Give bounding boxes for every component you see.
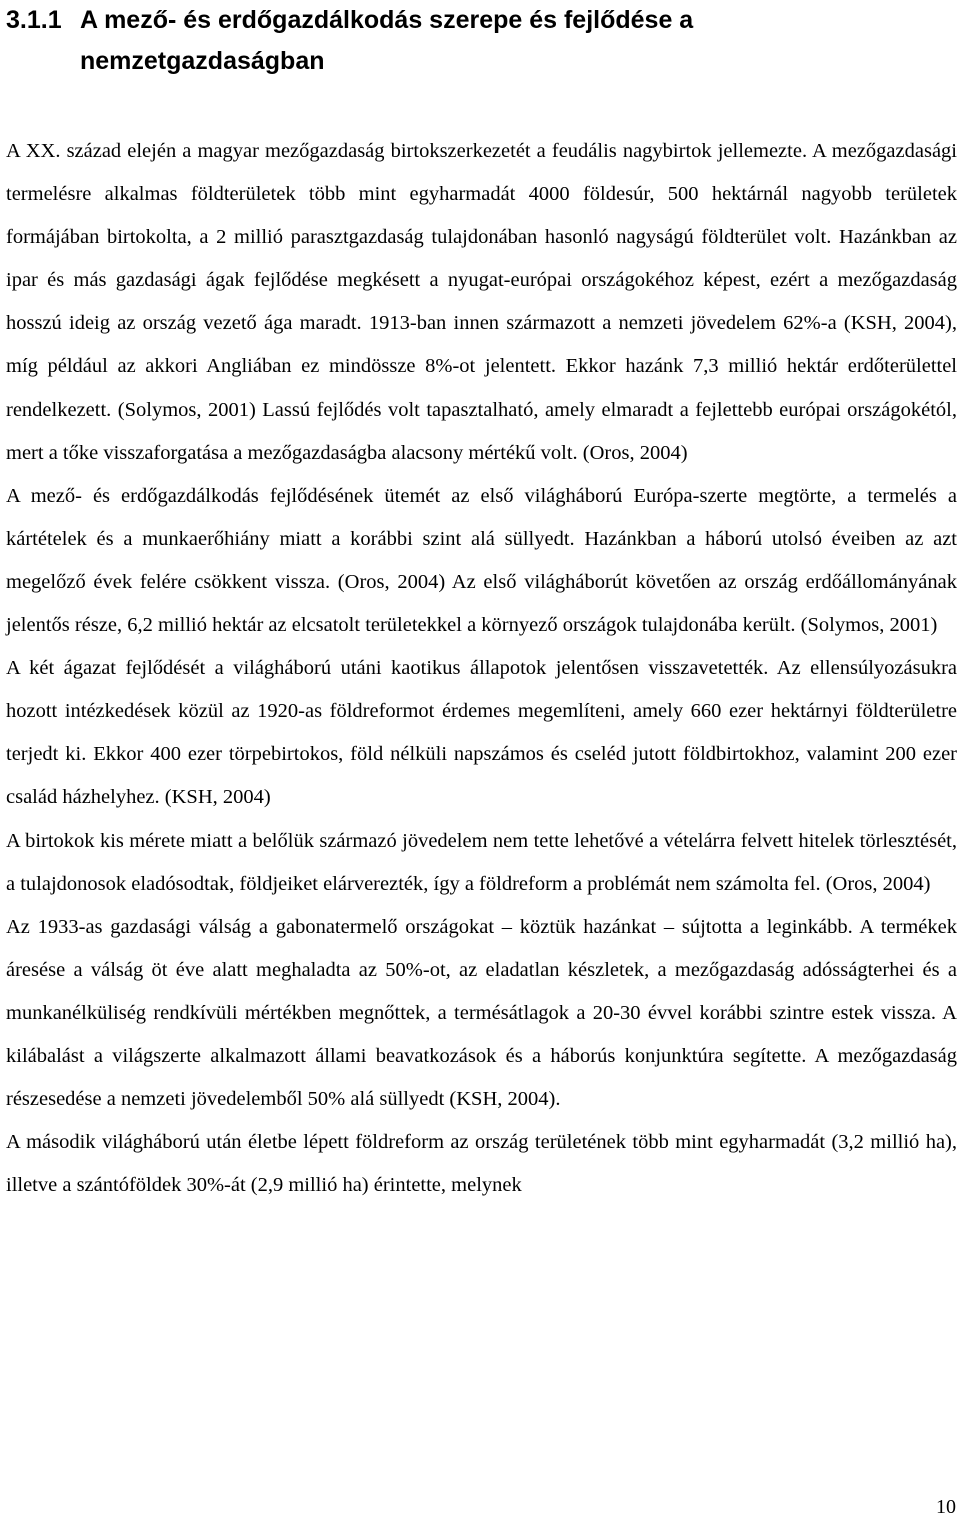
section-title-line-1: A mező- és erdőgazdálkodás szerepe és fejlődése a	[80, 6, 694, 34]
section-heading	[6, 0, 946, 82]
page-number: 10	[936, 1496, 956, 1518]
paragraph-4: A birtokok kis mérete miatt a belőlük származó jövedelem nem tette lehetővé a vételárra felvett hitelek törlesztését, a tulajdonosok eladósodtak, földjeiket elárverezték, így a földreform a problémát nem számolta fel. (Oros, 2004)	[6, 829, 957, 895]
paragraph-6: A második világháború után életbe lépett földreform az ország területének több mint egyharmadát (3,2 millió ha), illetve a szántóföldek 30%-át (2,9 millió ha) érintette, melynek	[6, 1131, 957, 1197]
section-title-line-2: nemzetgazdaságban	[80, 47, 325, 75]
paragraph-1: A XX. század elején a magyar mezőgazdaság birtokszerkezetét a feudális nagybirtok jellemezte. A mezőgazdasági termelésre alkalmas földterületek több mint egyharmadát 4000 földesúr, 500 hektárnál nagyobb területek formájában birtokolta, a 2 millió parasztgazdaság tulajdonában hasonló nagyságú földterület volt. Hazánkban az ipar és más gazdasági ágak fejlődése megkésett a nyugat-európai országokéhoz képest, ezért a mezőgazdaság hosszú ideig az ország vezető ága maradt. 1913-ban innen származott a nemzeti jövedelem 62%-a (KSH, 2004), míg például az akkori Angliában ez mindössze 8%-ot jelentett. Ekkor hazánk 7,3 millió hektár erdőterülettel rendelkezett. (Solymos, 2001) Lassú fejlődés volt tapasztalható, amely elmaradt a fejlettebb európai országokétól, mert a tőke visszaforgatása a mezőgazdaságba alacsony mértékű volt. (Oros, 2004)	[6, 140, 957, 464]
body-text	[6, 130, 957, 1207]
section-number: 3.1.1	[6, 6, 62, 34]
paragraph-3: A két ágazat fejlődését a világháború utáni kaotikus állapotok jelentősen visszavetették. Az ellensúlyozásukra hozott intézkedések közül az 1920-as földreformot érdemes megemlíteni, amely 660 ezer hektárnyi földterületre terjedt ki. Ekkor 400 ezer törpebirtokos, föld nélküli napszámos és cseléd jutott földbirtokhoz, valamint 200 ezer család házhelyhez. (KSH, 2004)	[6, 657, 957, 809]
paragraph-2: A mező- és erdőgazdálkodás fejlődésének ütemét az első világháború Európa-szerte megtörte, a termelés a kártételek és a munkaerőhiány miatt a korábbi szint alá süllyedt. Hazánkban a háború utolsó éveiben az azt megelőző évek felére csökkent vissza. (Oros, 2004) Az első világháborút követően az ország erdőállományának jelentős része, 6,2 millió hektár az elcsatolt területekkel a környező országok tulajdonába került. (Solymos, 2001)	[6, 484, 957, 637]
paragraph-5: Az 1933-as gazdasági válság a gabonatermelő országokat – köztük hazánkat – sújtotta a leginkább. A termékek áresése a válság öt éve alatt meghaladta az 50%-ot, az eladatlan készletek, a mezőgazdaság adósságterhei és a munkanélküliség rendkívüli mértékben megnőttek, a termésátlagok a 20-30 évvel korábbi szintre estek vissza. A kilábalást a világszerte alkalmazott állami beavatkozások és a háborús konjunktúra segítette. A mezőgazdaság részesedése a nemzeti jövedelemből 50% alá süllyedt (KSH, 2004).	[6, 915, 957, 1111]
